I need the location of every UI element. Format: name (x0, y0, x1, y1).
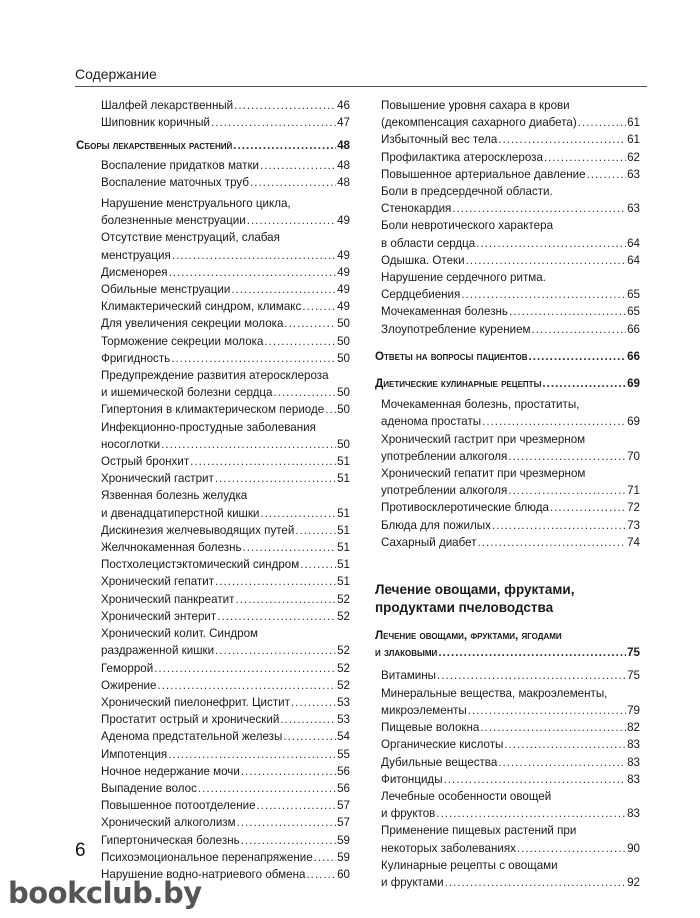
toc-entry-page: 51 (337, 575, 350, 589)
toc-entry-page: 62 (627, 150, 640, 164)
toc-entry-title: некоторых заболеваниях (381, 841, 516, 855)
dot-leader (235, 591, 336, 608)
toc-entry-title: Воспаление придатков матки (101, 158, 259, 172)
toc-entry-line: Нарушение менструального цикла, (101, 197, 291, 211)
toc-entry[interactable] (381, 499, 640, 516)
toc-entry-title: Витамины (381, 669, 437, 683)
toc-entry-title: Одышка. Отеки (381, 253, 465, 267)
toc-entry-page: 49 (337, 248, 350, 262)
toc-entry-title: в области сердца (381, 236, 476, 250)
dot-leader (492, 517, 626, 534)
toc-left-column (76, 97, 350, 883)
toc-entry-title: Гипертоническая болезнь (101, 833, 240, 847)
dot-leader (587, 166, 627, 183)
toc-entry-page: 50 (337, 351, 350, 365)
dot-leader (509, 303, 626, 320)
toc-entry-title: раздраженной кишки (101, 644, 215, 658)
toc-entry-line: Боли невротического характера (381, 219, 554, 233)
dot-leader (295, 522, 336, 539)
toc-entry-page: 75 (627, 669, 640, 683)
dot-leader (476, 235, 626, 252)
toc-entry-title: Дискинезия желчевыводящих путей (101, 523, 295, 537)
dot-leader (478, 534, 627, 551)
toc-entry-page: 48 (337, 175, 350, 189)
toc-entry-title: Геморрой (101, 661, 154, 675)
dot-leader (169, 264, 337, 281)
toc-entry[interactable] (381, 805, 640, 822)
toc-entry-page: 52 (337, 678, 350, 692)
dot-leader (260, 157, 336, 174)
toc-entry[interactable] (101, 401, 350, 418)
dot-leader (498, 131, 626, 148)
dot-leader (504, 736, 626, 753)
toc-entry-page: 49 (337, 283, 350, 297)
toc-entry-line: Мочекаменная болезнь, простатиты, (381, 398, 580, 412)
toc-entry-title: Дубильные вещества (381, 755, 498, 769)
toc-entry[interactable] (101, 539, 350, 556)
toc-entry-page: 64 (627, 236, 640, 250)
toc-entry-page: 54 (337, 730, 350, 744)
toc-entry-title: Для увеличения секреции молока (101, 317, 284, 331)
dot-leader (542, 375, 626, 392)
toc-entry-title: Острый бронхит (101, 455, 190, 469)
toc-entry-page: 51 (337, 523, 350, 537)
toc-entry[interactable] (381, 321, 640, 338)
toc-entry-title: Постхолецистэктомический синдром (101, 558, 300, 572)
dot-leader (468, 702, 626, 719)
toc-entry-page: 63 (627, 167, 640, 181)
running-header: Содержание (75, 66, 157, 82)
toc-entry-page: 50 (337, 437, 350, 451)
toc-section-heading[interactable] (375, 348, 640, 365)
toc-entry[interactable] (381, 754, 640, 771)
toc-entry-page: 82 (627, 721, 640, 735)
toc-section-heading[interactable] (375, 375, 640, 392)
dot-leader (241, 832, 336, 849)
toc-entry[interactable] (101, 814, 350, 831)
toc-entry[interactable] (381, 482, 640, 499)
toc-entry-title: Хронический гастрит (101, 472, 214, 486)
toc-entry-title: Воспаление маточных труб (101, 175, 249, 189)
toc-entry[interactable] (101, 763, 350, 780)
toc-entry-line: Применение пищевых растений при (381, 824, 577, 838)
toc-entry[interactable] (381, 448, 640, 465)
dot-leader (198, 780, 336, 797)
toc-entry[interactable] (101, 114, 350, 131)
toc-entry[interactable] (381, 200, 640, 217)
dot-leader (171, 350, 336, 367)
toc-entry[interactable] (101, 556, 350, 573)
toc-entry[interactable] (381, 149, 640, 166)
toc-entry-line: Боли в предсердечной области. (381, 185, 553, 199)
toc-entry-title: Избыточный вес тела (381, 133, 498, 147)
dot-leader (172, 247, 336, 264)
toc-entry-page: 59 (337, 850, 350, 864)
watermark-logo: bookclub.by (8, 876, 202, 910)
toc-entry[interactable] (101, 780, 350, 797)
toc-entry-page: 74 (627, 535, 640, 549)
toc-entry-page: 51 (337, 472, 350, 486)
dot-leader (284, 315, 336, 332)
dot-leader (578, 114, 626, 131)
toc-entry-title: (декомпенсация сахарного диабета) (381, 116, 577, 130)
toc-entry-page: 52 (337, 661, 350, 675)
toc-section-title: и злаковыми (375, 646, 438, 660)
toc-entry-page: 52 (337, 592, 350, 606)
toc-entry-title: и фруктами (381, 875, 444, 889)
toc-entry[interactable] (101, 797, 350, 814)
toc-entry[interactable] (101, 298, 350, 315)
toc-entry-page: 71 (627, 484, 640, 498)
toc-entry-page: 64 (627, 253, 640, 267)
dot-leader (157, 677, 336, 694)
toc-entry-page: 61 (627, 116, 640, 130)
part-title-line: Лечение овощами, фруктами, (375, 582, 575, 598)
toc-entry[interactable] (101, 746, 350, 763)
dot-leader (190, 453, 336, 470)
dot-leader (529, 348, 627, 365)
toc-entry-line: Язвенная болезнь желудка (101, 489, 248, 503)
toc-entry-page: 57 (337, 799, 350, 813)
dot-leader (243, 539, 337, 556)
toc-entry[interactable] (101, 505, 350, 522)
toc-entry[interactable] (101, 642, 350, 659)
toc-entry-title: Ожирение (101, 678, 157, 692)
toc-entry[interactable] (101, 315, 350, 332)
toc-entry-title: и фруктов (381, 807, 436, 821)
dot-leader (544, 149, 626, 166)
toc-entry[interactable] (101, 711, 350, 728)
toc-entry[interactable] (381, 517, 640, 534)
toc-entry-page: 48 (337, 158, 350, 172)
dot-leader (215, 573, 336, 590)
toc-entry-page: 83 (627, 738, 640, 752)
toc-entry-page: 83 (627, 755, 640, 769)
toc-entry[interactable] (381, 114, 640, 131)
toc-entry[interactable] (381, 413, 640, 430)
toc-entry[interactable] (381, 286, 640, 303)
toc-entry-line: Минеральные вещества, макроэлементы, (381, 686, 608, 700)
toc-entry-title: и двенадцатиперстной кишки (101, 506, 260, 520)
toc-section-heading[interactable] (375, 644, 640, 661)
toc-entry-title: болезненные менструации (101, 214, 246, 228)
toc-section-title: Ответы на вопросы пациентов (375, 349, 528, 363)
toc-entry-page: 50 (337, 386, 350, 400)
toc-entry-line: Хронический колит. Синдром (101, 627, 259, 641)
toc-entry-line: Повышение уровня сахара в крови (381, 99, 570, 112)
dot-leader (508, 448, 626, 465)
toc-entry-title: Климактерический синдром, климакс (101, 300, 302, 314)
toc-entry-title: микроэлементы (381, 703, 467, 717)
toc-entry-title: Мочекаменная болезнь (381, 305, 508, 319)
toc-entry-page: 59 (337, 833, 350, 847)
dot-leader (257, 797, 337, 814)
toc-entry[interactable] (381, 874, 640, 891)
toc-entry-page: 70 (627, 449, 640, 463)
toc-entry[interactable] (381, 840, 640, 857)
toc-entry[interactable] (101, 212, 350, 229)
toc-entry[interactable] (381, 166, 640, 183)
dot-leader (452, 200, 626, 217)
toc-entry-page: 83 (627, 772, 640, 786)
toc-section-title: Сборы лекарственных растений (76, 139, 233, 153)
toc-entry[interactable] (101, 264, 350, 281)
toc-entry-page: 72 (627, 501, 640, 515)
toc-entry-page: 83 (627, 807, 640, 821)
dot-leader (168, 746, 336, 763)
toc-entry[interactable] (101, 333, 350, 350)
toc-entry[interactable] (101, 522, 350, 539)
toc-entry-title: Повышенное артериальное давление (381, 167, 586, 181)
dot-leader (498, 754, 626, 771)
toc-entry-title: Органические кислоты (381, 738, 504, 752)
toc-entry-page: 69 (627, 415, 640, 429)
part-title (375, 581, 640, 617)
toc-section-heading[interactable] (76, 137, 350, 154)
dot-leader (215, 642, 336, 659)
dot-leader (532, 321, 627, 338)
dot-leader (154, 660, 336, 677)
toc-entry-title: Злоупотребление курением (381, 322, 531, 336)
toc-entry-page: 53 (337, 713, 350, 727)
toc-entry-title: Фригидность (101, 351, 171, 365)
toc-entry-line: Лечебные особенности овощей (381, 789, 552, 803)
toc-entry-page: 51 (337, 455, 350, 469)
toc-entry-line: Предупреждение развития атеросклероза (101, 369, 329, 383)
dot-leader (250, 174, 336, 191)
dot-leader (302, 298, 336, 315)
toc-entry-page: 63 (627, 202, 640, 216)
toc-entry[interactable] (101, 608, 350, 625)
toc-entry-page: 56 (337, 764, 350, 778)
part-title-line: продуктами пчеловодства (375, 600, 554, 616)
toc-section-page: 69 (627, 377, 640, 391)
toc-entry[interactable] (101, 677, 350, 694)
dot-leader (444, 771, 627, 788)
toc-entry[interactable] (101, 832, 350, 849)
toc-entry-page: 49 (337, 265, 350, 279)
dot-leader (314, 849, 336, 866)
toc-entry-title: Пищевые волокна (381, 721, 480, 735)
toc-entry-page: 50 (337, 317, 350, 331)
dot-leader (161, 436, 336, 453)
dot-leader (291, 694, 336, 711)
toc-entry-title: носоглотки (101, 437, 161, 451)
dot-leader (233, 137, 336, 154)
dot-leader (280, 711, 336, 728)
toc-entry-page: 49 (337, 300, 350, 314)
header-rule (75, 86, 647, 87)
toc-entry[interactable] (101, 694, 350, 711)
toc-entry[interactable] (381, 235, 640, 252)
toc-entry-title: Простатит острый и хронический (101, 713, 280, 727)
toc-entry-title: Шиповник коричный (101, 116, 210, 130)
dot-leader (215, 470, 336, 487)
toc-entry[interactable] (101, 453, 350, 470)
toc-entry-page: 60 (337, 867, 350, 881)
dot-leader (264, 333, 336, 350)
toc-entry-title: Гипертония в климактерическом периоде (101, 403, 325, 417)
toc-entry-line: Хронический гепатит при чрезмерном (381, 467, 586, 481)
toc-entry[interactable] (101, 436, 350, 453)
toc-entry-page: 90 (627, 841, 640, 855)
dot-leader (237, 814, 336, 831)
dot-leader (438, 644, 626, 661)
toc-entry[interactable] (381, 771, 640, 788)
toc-entry[interactable] (101, 660, 350, 677)
dot-leader (306, 866, 336, 883)
toc-entry-page: 47 (337, 116, 350, 130)
toc-entry[interactable] (381, 534, 640, 551)
dot-leader (445, 874, 626, 891)
toc-entry[interactable] (101, 350, 350, 367)
toc-entry-title: Дисменорея (101, 265, 168, 279)
toc-entry[interactable] (381, 303, 640, 320)
toc-section-title: Диетические кулинарные рецепты (375, 377, 542, 391)
toc-entry[interactable] (101, 247, 350, 264)
dot-leader (274, 384, 337, 401)
toc-entry-title: Сахарный диабет (381, 535, 477, 549)
toc-entry-page: 66 (627, 322, 640, 336)
toc-entry[interactable] (381, 719, 640, 736)
toc-entry-title: Ночное недержание мочи (101, 764, 240, 778)
toc-entry-page: 50 (337, 403, 350, 417)
toc-entry[interactable] (101, 281, 350, 298)
dot-leader (550, 499, 626, 516)
dot-leader (283, 728, 336, 745)
toc-entry-page: 55 (337, 747, 350, 761)
toc-entry-line: Инфекционно-простудные заболевания (101, 420, 316, 434)
toc-entry-line: Хронический гастрит при чрезмерном (381, 432, 586, 446)
dot-leader (508, 482, 626, 499)
dot-leader (325, 401, 336, 418)
toc-entry[interactable] (101, 384, 350, 401)
toc-entry-page: 56 (337, 781, 350, 795)
toc-entry-title: Хронический панкреатит (101, 592, 235, 606)
toc-entry-title: Психоэмоциональное перенапряжение (101, 850, 313, 864)
toc-entry[interactable] (101, 97, 350, 114)
toc-entry-page: 52 (337, 644, 350, 658)
toc-entry-title: Профилактика атеросклероза (381, 150, 543, 164)
dot-leader (217, 608, 336, 625)
toc-entry-title: Хронический алкоголизм (101, 816, 236, 830)
toc-entry-page: 79 (627, 703, 640, 717)
toc-entry-title: употреблении алкоголя (381, 449, 508, 463)
toc-entry-page: 73 (627, 518, 640, 532)
toc-entry-page: 53 (337, 695, 350, 709)
toc-entry-line: Нарушение сердечного ритма. (381, 271, 546, 285)
dot-leader (517, 840, 626, 857)
toc-entry-line: Отсутствие менструаций, слабая (101, 231, 280, 245)
page-number: 6 (75, 840, 86, 861)
toc-entry-title: Нарушение водно-натриевого обмена (101, 867, 306, 881)
toc-entry-page: 57 (337, 816, 350, 830)
toc-entry-page: 51 (337, 541, 350, 555)
dot-leader (234, 97, 336, 114)
toc-entry-page: 52 (337, 609, 350, 623)
dot-leader (260, 505, 336, 522)
toc-entry-title: Шалфей лекарственный (101, 99, 234, 112)
toc-entry-title: Стенокардия (381, 202, 452, 216)
toc-entry-title: Фитонциды (381, 772, 443, 786)
dot-leader (461, 286, 626, 303)
toc-entry-title: Аденома предстательной железы (101, 730, 283, 744)
dot-leader (211, 114, 336, 131)
toc-entry-title: Желчнокаменная болезнь (101, 541, 242, 555)
dot-leader (300, 556, 336, 573)
toc-entry[interactable] (381, 702, 640, 719)
toc-entry[interactable] (101, 573, 350, 590)
toc-entry[interactable] (101, 728, 350, 745)
dot-leader (480, 719, 626, 736)
toc-entry-page: 61 (627, 133, 640, 147)
dot-leader (231, 281, 336, 298)
toc-entry-title: Хронический пиелонефрит. Цистит (101, 695, 290, 709)
toc-entry-title: Выпадение волос (101, 781, 197, 795)
dot-leader (437, 667, 626, 684)
toc-entry-title: употреблении алкоголя (381, 484, 508, 498)
toc-entry[interactable] (381, 736, 640, 753)
toc-entry-page: 51 (337, 558, 350, 572)
dot-leader (436, 805, 626, 822)
toc-entry-page: 65 (627, 288, 640, 302)
toc-entry-page: 92 (627, 875, 640, 889)
toc-entry[interactable] (101, 470, 350, 487)
toc-entry[interactable] (381, 667, 640, 684)
dot-leader (247, 212, 336, 229)
toc-entry-title: Хронический гепатит (101, 575, 215, 589)
toc-entry-title: Торможение секреции молока (101, 334, 264, 348)
toc-entry-line: Кулинарные рецепты с овощами (381, 858, 558, 872)
toc-entry[interactable] (101, 174, 350, 191)
toc-entry[interactable] (381, 252, 640, 269)
dot-leader (482, 413, 626, 430)
toc-entry[interactable] (101, 849, 350, 866)
dot-leader (466, 252, 627, 269)
toc-entry-page: 49 (337, 214, 350, 228)
toc-section-page: 48 (337, 139, 350, 153)
toc-entry-title: Повышенное потоотделение (101, 799, 256, 813)
toc-entry-page: 46 (337, 99, 350, 112)
toc-entry-title: аденома простаты (381, 415, 482, 429)
toc-entry-page: 65 (627, 305, 640, 319)
toc-entry-title: и ишемической болезни сердца (101, 386, 273, 400)
toc-section-page: 66 (627, 349, 640, 363)
toc-entry-title: Сердцебиения (381, 288, 461, 302)
toc-entry[interactable] (101, 157, 350, 174)
toc-entry-title: Противосклеротические блюда (381, 501, 549, 515)
toc-entry-page: 51 (337, 506, 350, 520)
toc-section-page: 75 (627, 646, 640, 660)
toc-section-title-line: Лечение овощами, фруктами, ягодами (375, 629, 562, 643)
toc-entry-page: 50 (337, 334, 350, 348)
toc-entry[interactable] (381, 131, 640, 148)
toc-right-column (375, 97, 640, 891)
toc-entry-title: менструация (101, 248, 171, 262)
toc-entry-title: Импотенция (101, 747, 168, 761)
dot-leader (241, 763, 336, 780)
toc-entry[interactable] (101, 591, 350, 608)
toc-entry-title: Хронический энтерит (101, 609, 217, 623)
toc-entry-title: Блюда для пожилых (381, 518, 491, 532)
toc-entry-title: Обильные менструации (101, 283, 231, 297)
